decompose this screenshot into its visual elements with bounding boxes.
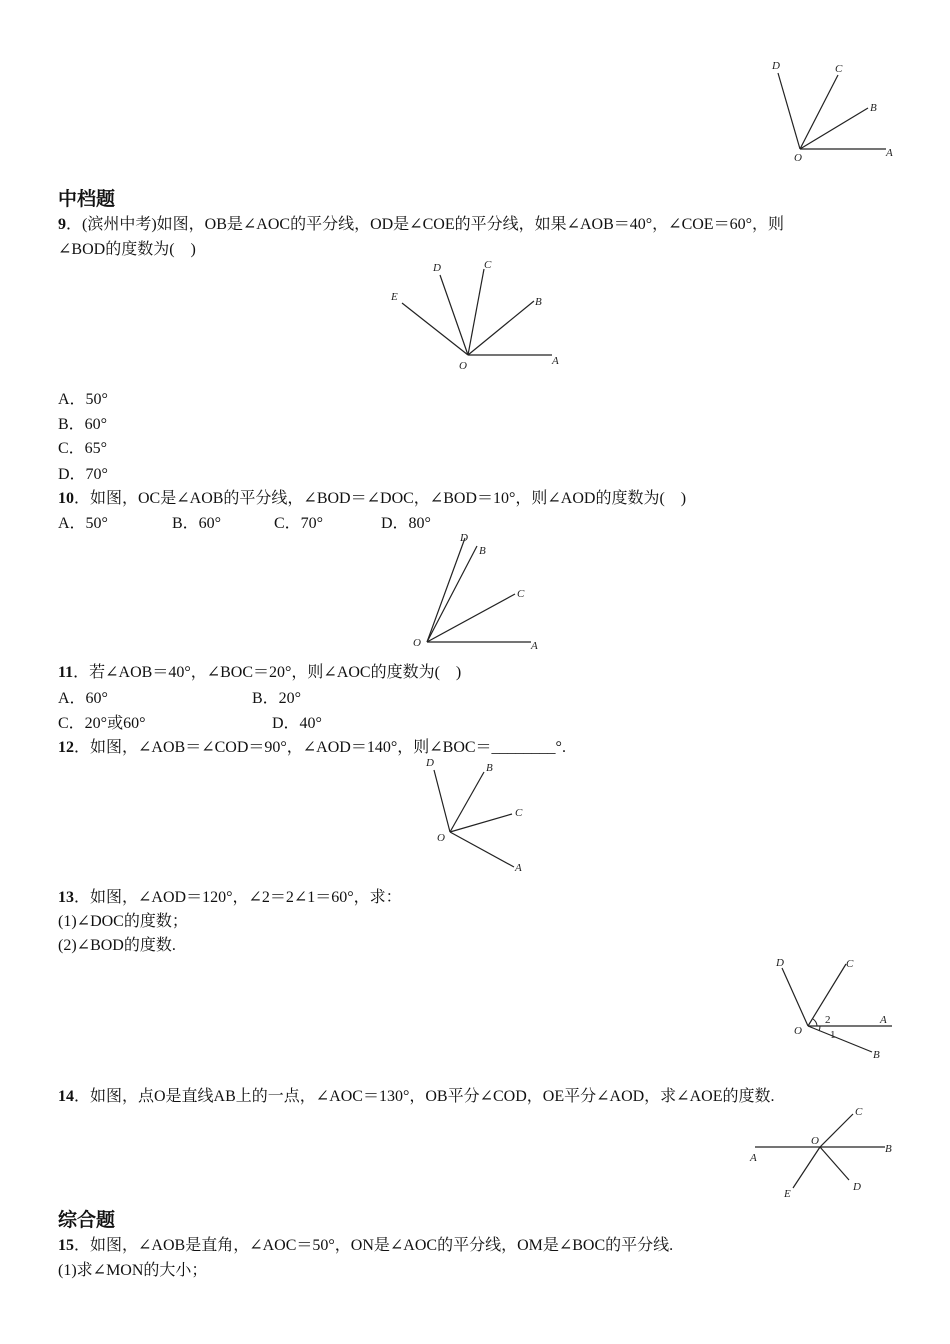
question-14-number: 14 (58, 1088, 74, 1105)
label-b: B (479, 545, 486, 557)
q10-option-d: D．80° (381, 515, 431, 532)
label-d: D (776, 957, 784, 969)
label-o: O (437, 832, 445, 844)
label-angle-1: 1 (830, 1029, 836, 1041)
label-b: B (870, 102, 877, 114)
question-11-text: ．若∠AOB＝40°，∠BOC＝20°，则∠AOC的度数为( ) (73, 664, 462, 681)
question-9-number: 9 (58, 216, 66, 233)
q9-option-b: B．60° (58, 416, 108, 433)
q11-option-c: C．20°或60° (58, 715, 146, 732)
label-o: O (413, 637, 421, 649)
question-12-number: 12 (58, 739, 74, 756)
label-e: E (784, 1188, 791, 1200)
question-13-sub1: (1)∠DOC的度数； (58, 913, 188, 930)
figure-top-angles (760, 55, 910, 170)
question-13-sub2: (2)∠BOD的度数. (58, 937, 176, 954)
figure-q14 (745, 1100, 905, 1205)
figure-q13 (770, 952, 900, 1064)
label-c: C (517, 588, 525, 600)
label-d: D (772, 60, 780, 72)
label-c: C (855, 1106, 863, 1118)
question-15-text: ．如图，∠AOB是直角，∠AOC＝50°，ON是∠AOC的平分线，OM是∠BOC的平分线. (74, 1237, 674, 1254)
label-d: D (433, 262, 441, 274)
label-c: C (484, 259, 492, 271)
q11-option-d: D．40° (272, 715, 322, 732)
q11-option-b: B．20° (252, 690, 302, 707)
question-9-text: ．(滨州中考)如图，OB是∠AOC的平分线，OD是∠COE的平分线，如果∠AOB＝40°，∠COE＝60°，则 (66, 216, 784, 233)
label-c: C (846, 958, 854, 970)
label-e: E (391, 291, 398, 303)
question-15-sub1: (1)求∠MON的大小； (58, 1262, 208, 1279)
label-o: O (811, 1135, 819, 1147)
question-11-line (58, 663, 461, 683)
q9-option-c: C．65° (58, 440, 108, 457)
label-d: D (460, 532, 468, 544)
question-9-line1 (58, 215, 784, 235)
figure-q10 (405, 530, 555, 655)
q11-option-a: A．60° (58, 690, 108, 707)
question-13-line (58, 888, 402, 908)
label-o: O (794, 1025, 802, 1037)
question-10-line (58, 489, 686, 509)
label-a: A (552, 355, 559, 367)
label-b: B (873, 1049, 880, 1061)
question-14-line (58, 1087, 774, 1107)
figure-q12 (420, 752, 540, 877)
q10-option-a: A．50° (58, 515, 108, 532)
q10-option-b: B．60° (172, 515, 222, 532)
label-c: C (515, 807, 523, 819)
question-13-text: ．如图，∠AOD＝120°，∠2＝2∠1＝60°，求： (74, 889, 402, 906)
label-b: B (486, 762, 493, 774)
question-11-number: 11 (58, 664, 74, 681)
label-o: O (459, 360, 467, 372)
label-b: B (535, 296, 542, 308)
section-heading-comprehensive: 综合题 (58, 1209, 116, 1231)
question-15-number: 15 (58, 1237, 74, 1254)
label-a: A (531, 640, 538, 652)
section-heading-medium: 中档题 (58, 188, 116, 210)
figure-q9 (380, 255, 580, 375)
label-a: A (750, 1152, 757, 1164)
label-angle-2: 2 (825, 1014, 831, 1026)
question-13-number: 13 (58, 889, 74, 906)
label-d: D (426, 757, 434, 769)
question-10-number: 10 (58, 490, 74, 507)
q9-option-d: D．70° (58, 466, 108, 483)
question-14-text: ．如图，点O是直线AB上的一点，∠AOC＝130°，OB平分∠COD，OE平分∠AOD，求∠AOE的度数. (74, 1088, 775, 1105)
label-o: O (794, 152, 802, 164)
question-15-line (58, 1236, 673, 1256)
label-a: A (515, 862, 522, 874)
question-12-text: ．如图，∠AOB＝∠COD＝90°，∠AOD＝140°，则∠BOC＝________°. (74, 739, 566, 756)
label-a: A (886, 147, 893, 159)
q10-option-c: C．70° (274, 515, 324, 532)
label-a: A (880, 1014, 887, 1026)
question-10-text: ．如图，OC是∠AOB的平分线，∠BOD＝∠DOC，∠BOD＝10°，则∠AOD的度数为( ) (74, 490, 687, 507)
label-d: D (853, 1181, 861, 1193)
question-9-line2: ∠BOD的度数为( ) (58, 241, 196, 258)
label-c: C (835, 63, 843, 75)
q9-option-a: A．50° (58, 391, 108, 408)
label-b: B (885, 1143, 892, 1155)
